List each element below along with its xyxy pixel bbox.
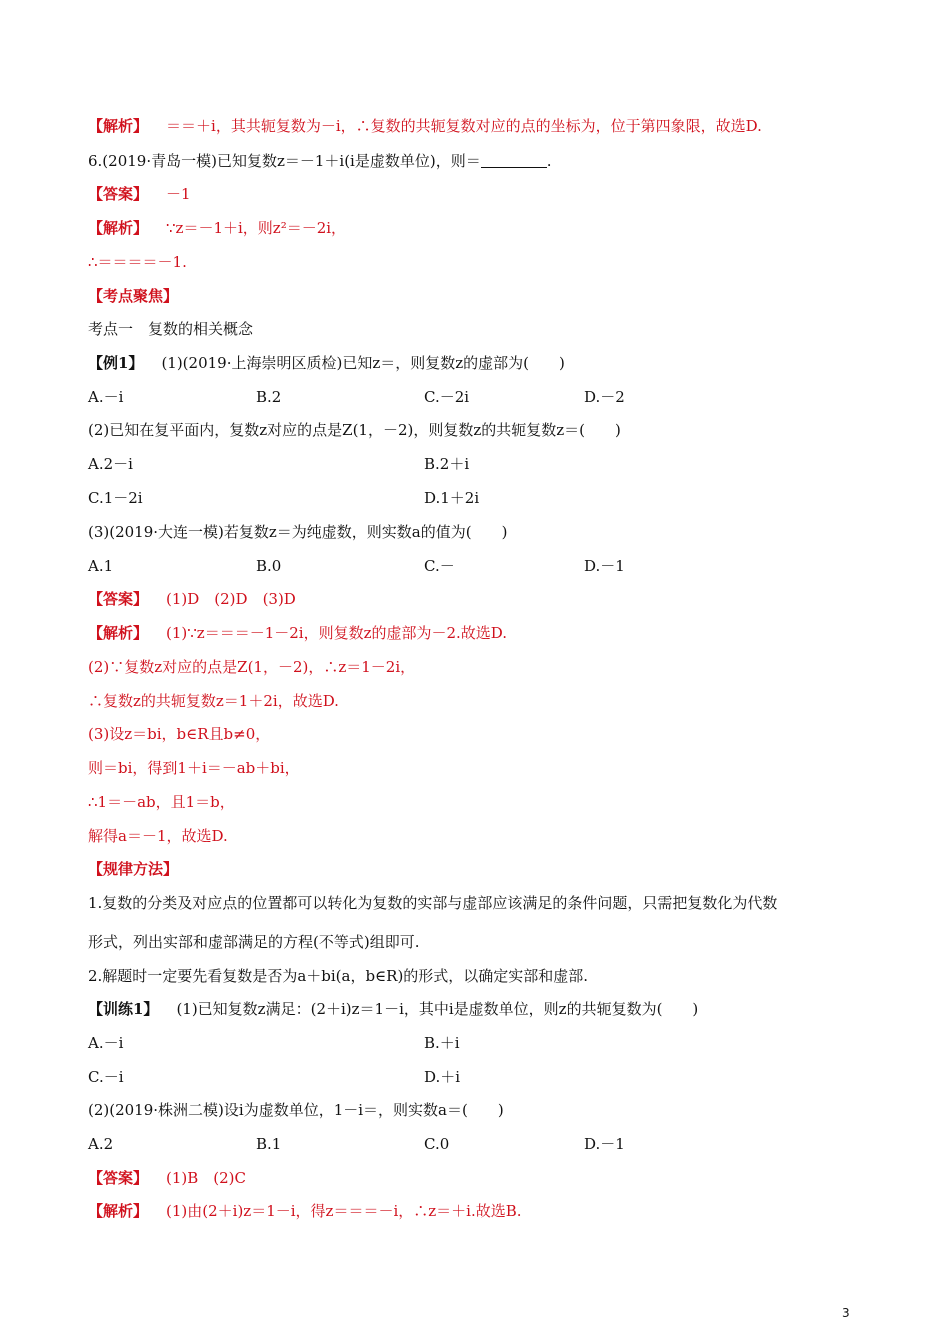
example-1-part-2: (2)已知在复平面内，复数z对应的点是Z(1，－2)，则复数z的共轭复数z＝( ) — [88, 421, 621, 439]
method-line-2: 2.解题时一定要先看复数是否为a＋bi(a，b∈R)的形式，以确定实部和虚部. — [88, 967, 589, 985]
option-c: C.0 — [424, 1135, 450, 1153]
section-tag: 【考点聚焦】 — [88, 287, 179, 305]
analysis-line-q6 — [88, 217, 870, 239]
question-text: 6.(2019·青岛一模)已知复数z＝－1＋i(i是虚数单位)，则＝ — [88, 152, 481, 170]
option-b: B.1 — [256, 1135, 282, 1153]
answer-tag: 【答案】 — [88, 1169, 149, 1187]
analysis-line-ex1 — [88, 622, 870, 644]
option-b: B.2 — [256, 388, 282, 406]
analysis-text: ∵z＝－1＋i，则z²＝－2i， — [166, 219, 347, 237]
option-c: C.－2i — [424, 388, 470, 406]
option-c: C.－ — [424, 557, 455, 575]
analysis-line: (2)∵复数z对应的点是Z(1，－2)，∴z＝1－2i， — [88, 658, 416, 676]
analysis-line: ∴复数z的共轭复数z＝1＋2i，故选D. — [88, 692, 339, 710]
analysis-tag: 【解析】 — [88, 117, 149, 135]
options-row — [88, 386, 870, 408]
section-heading-focus — [88, 285, 870, 307]
option-d: D.－1 — [584, 1135, 625, 1153]
training-text: (1)已知复数z满足：(2＋i)z＝1－i，其中i是虚数单位，则z的共轭复数为( ) — [176, 1000, 699, 1018]
analysis-line-tr1 — [88, 1200, 870, 1222]
answer-text: －1 — [166, 185, 191, 203]
analysis-line: 解得a＝－1，故选D. — [88, 827, 228, 845]
options-row — [88, 1066, 870, 1088]
option-c: C.－i — [88, 1068, 124, 1086]
option-c: C.1－2i — [88, 489, 143, 507]
answer-line-ex1 — [88, 588, 870, 610]
option-d: D.－2 — [584, 388, 625, 406]
analysis-line-1 — [88, 115, 870, 137]
training-1-part-2: (2)(2019·株洲二模)设i为虚数单位，1－i＝，则实数a＝( ) — [88, 1101, 504, 1119]
topic-heading: 考点一 复数的相关概念 — [88, 320, 254, 338]
analysis-tag: 【解析】 — [88, 219, 149, 237]
method-line-1-cont: 形式，列出实部和虚部满足的方程(不等式)组即可. — [88, 933, 420, 951]
analysis-tag: 【解析】 — [88, 624, 149, 642]
section-tag: 【规律方法】 — [88, 860, 179, 878]
question-6 — [88, 150, 870, 172]
analysis-line: (3)设z＝bi，b∈R且b≠0， — [88, 725, 271, 743]
training-tag: 【训练1】 — [88, 1000, 159, 1018]
analysis-line: 则＝bi，得到1＋i＝－ab＋bi， — [88, 759, 300, 777]
option-b: B.＋i — [424, 1034, 460, 1052]
options-row — [88, 1133, 870, 1155]
option-d: D.＋i — [424, 1068, 461, 1086]
answer-tag: 【答案】 — [88, 185, 149, 203]
method-line-1: 1.复数的分类及对应点的位置都可以转化为复数的实部与虚部应该满足的条件问题，只需把复数化为代数 — [88, 894, 778, 912]
answer-line-tr1 — [88, 1167, 870, 1189]
option-d: D.1＋2i — [424, 489, 480, 507]
options-row — [88, 555, 870, 577]
analysis-tag: 【解析】 — [88, 1202, 149, 1220]
page-number: 3 — [842, 1306, 850, 1320]
example-text: (1)(2019·上海崇明区质检)已知z＝，则复数z的虚部为( ) — [161, 354, 565, 372]
analysis-text: ＝＝＋i，其共轭复数为－i，∴复数的共轭复数对应的点的坐标为，位于第四象限，故选D. — [166, 117, 762, 135]
option-a: A.1 — [88, 557, 114, 575]
option-d: D.－1 — [584, 557, 625, 575]
answer-tag: 【答案】 — [88, 590, 149, 608]
options-row — [88, 453, 870, 475]
option-b: B.0 — [256, 557, 282, 575]
option-b: B.2＋i — [424, 455, 470, 473]
analysis-line-q6-2: ∴＝＝＝＝－1. — [88, 253, 187, 271]
options-row — [88, 487, 870, 509]
analysis-text: (1)∵z＝＝＝－1－2i，则复数z的虚部为－2.故选D. — [166, 624, 508, 642]
example-1-part-3: (3)(2019·大连一模)若复数z＝为纯虚数，则实数a的值为( ) — [88, 523, 508, 541]
option-a: A.－i — [88, 388, 124, 406]
option-a: A.2－i — [88, 455, 133, 473]
answer-line-q6 — [88, 183, 870, 205]
training-1-part-1 — [88, 998, 870, 1020]
option-a: A.2 — [88, 1135, 114, 1153]
analysis-line: ∴1＝－ab，且1＝b， — [88, 793, 235, 811]
analysis-text: (1)由(2＋i)z＝1－i，得z＝＝＝－i，∴z＝＋i.故选B. — [166, 1202, 522, 1220]
section-heading-method — [88, 858, 870, 880]
options-row — [88, 1032, 870, 1054]
answer-blank — [481, 151, 547, 168]
question-end: . — [546, 152, 552, 170]
answer-text: (1)D (2)D (3)D — [166, 590, 296, 608]
example-1-part-1 — [88, 352, 870, 374]
option-a: A.－i — [88, 1034, 124, 1052]
answer-text: (1)B (2)C — [166, 1169, 247, 1187]
example-tag: 【例1】 — [88, 354, 144, 372]
